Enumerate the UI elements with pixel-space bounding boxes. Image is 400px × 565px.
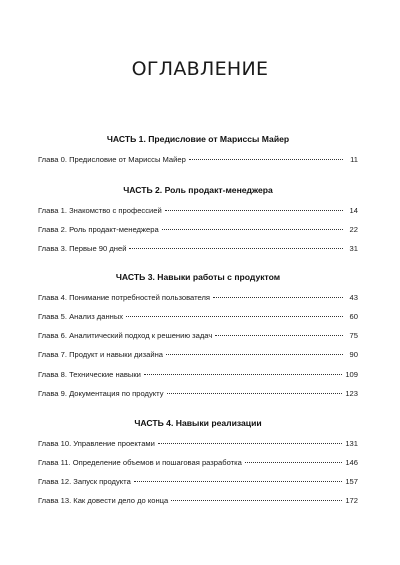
toc-entry[interactable] [38, 289, 358, 304]
chapter-title: Глава 9. Документация по продукту [38, 389, 164, 399]
page-number: 123 [345, 389, 358, 399]
chapter-title: Глава 0. Предисловие от Мариссы Майер [38, 155, 186, 164]
chapter-title: Глава 3. Первые 90 дней [38, 244, 127, 254]
toc-entry[interactable] [38, 202, 358, 217]
toc-part-4 [38, 418, 358, 507]
dot-leader [215, 327, 343, 338]
toc-entry[interactable] [38, 454, 358, 469]
part-heading: ЧАСТЬ 1. Предисловие от Мариссы Майер [106, 134, 290, 144]
page-number: 157 [345, 477, 358, 487]
chapter-title: Глава 1. Знакомство с профессией [38, 205, 162, 215]
chapter-title: Глава 10. Управление проектами [38, 438, 155, 448]
toc-entry[interactable] [38, 473, 358, 488]
toc-entry[interactable] [38, 366, 358, 381]
toc-entry[interactable] [38, 346, 358, 361]
chapter-title: Глава 5. Анализ данных [38, 311, 124, 321]
page-number: 11 [350, 155, 358, 164]
dot-leader [158, 435, 342, 446]
page-number: 131 [345, 438, 358, 448]
page-number: 22 [349, 224, 358, 234]
chapter-title: Глава 6. Аналитический подход к решению задач [38, 331, 213, 341]
page-number: 90 [349, 350, 358, 360]
toc-entry[interactable] [38, 151, 358, 166]
page-number: 109 [345, 369, 358, 379]
toc-entry[interactable] [38, 221, 358, 236]
toc-part-1 [38, 134, 358, 166]
toc-part-3 [38, 272, 358, 400]
dot-leader [129, 240, 343, 251]
toc-entry[interactable] [38, 240, 358, 255]
chapter-title: Глава 2. Роль продакт-менеджера [38, 224, 159, 234]
chapter-title: Глава 11. Определение объемов и пошаговая разработка [38, 457, 242, 467]
page-number: 43 [349, 292, 358, 302]
chapter-title: Глава 7. Продукт и навыки дизайна [38, 350, 163, 360]
page-number: 14 [349, 205, 358, 215]
part-heading: ЧАСТЬ 4. Навыки реализации [134, 417, 262, 428]
page-number: 172 [345, 496, 358, 506]
dot-leader [162, 221, 343, 232]
dot-leader [126, 308, 343, 319]
part-heading: ЧАСТЬ 2. Роль продакт-менеджера [123, 184, 273, 195]
chapter-title: Глава 13. Как довести дело до конца [38, 496, 169, 506]
dot-leader [189, 151, 343, 162]
dot-leader [167, 385, 343, 396]
toc-entry[interactable] [38, 492, 358, 507]
dot-leader [165, 202, 343, 213]
toc-part-2 [38, 185, 358, 255]
page-title: ОГЛАВЛЕНИЕ [131, 58, 269, 80]
dot-leader [166, 346, 343, 357]
toc-entry[interactable] [38, 308, 358, 323]
chapter-title: Глава 8. Технические навыки [38, 369, 141, 379]
dot-leader [171, 492, 342, 503]
chapter-title: Глава 12. Запуск продукта [38, 477, 131, 487]
toc-entry[interactable] [38, 435, 358, 450]
toc-entry[interactable] [38, 385, 358, 400]
dot-leader [134, 473, 343, 484]
chapter-title: Глава 4. Понимание потребностей пользователя [38, 292, 211, 302]
page-number: 31 [349, 244, 358, 254]
toc-entry[interactable] [38, 327, 358, 342]
dot-leader [213, 289, 343, 300]
part-heading: ЧАСТЬ 3. Навыки работы с продуктом [115, 271, 281, 282]
dot-leader [144, 366, 342, 377]
page-number: 146 [345, 457, 358, 467]
table-of-contents [38, 134, 358, 512]
page-number: 60 [349, 311, 358, 321]
dot-leader [245, 454, 342, 465]
page-number: 75 [349, 331, 358, 341]
